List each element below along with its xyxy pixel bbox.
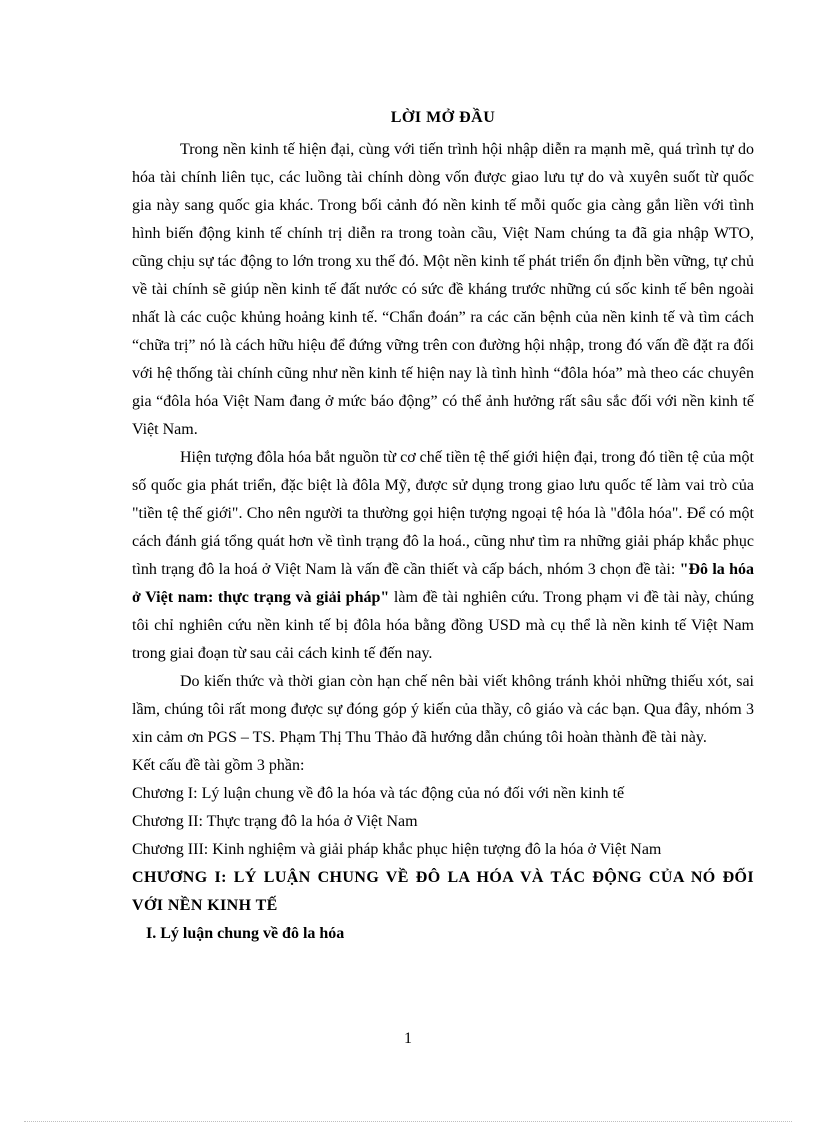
paragraph-acknowledgement: Do kiến thức và thời gian còn hạn chế nên bài viết không tránh khỏi những thiếu xót, sai lầm, chúng tôi rất mong được sự đóng góp ý kiến của thầy, cô giáo và các bạn. Qua đây, nhóm 3 xin cảm ơn PGS – TS. Phạm Thị Thu Thảo đã hướng dẫn chúng tôi hoàn thành đề tài này.	[132, 673, 754, 746]
structure-intro: Kết cấu đề tài gồm 3 phần:	[132, 757, 305, 774]
section-heading: I. Lý luận chung về đô la hóa	[146, 925, 345, 942]
paragraph-dollarization-text-2: làm đề tài nghiên cứu. Trong phạm vi đề tài này, chúng tôi chỉ nghiên cứu nền kinh tế bị đôla hóa bằng đồng USD mà cụ thể là nền kinh tế Việt Nam trong giai đoạn từ sau cải cách kinh tế đến nay.	[132, 589, 755, 662]
chapter-heading: CHƯƠNG I: LÝ LUẬN CHUNG VỀ ĐÔ LA HÓA VÀ TÁC ĐỘNG CỦA NÓ ĐỐI VỚI NỀN KINH TẾ	[132, 869, 754, 914]
topic-title: "Đô la hóa ở Việt nam: thực trạng và giải pháp"	[132, 561, 754, 606]
page-bottom-divider	[24, 1121, 792, 1122]
paragraph-intro: Trong nền kinh tế hiện đại, cùng với tiến trình hội nhập diễn ra mạnh mẽ, quá trình tự do hóa tài chính liên tục, các luồng tài chính dòng vốn được giao lưu tự do và xuyên suốt từ quốc gia này sang quốc gia khác. Trong bối cảnh đó nền kinh tế mỗi quốc gia càng gắn liền với tình hình biến động kinh tế chính trị diễn ra trong toàn cầu, Việt Nam chúng ta đã gia nhập WTO, cũng chịu sự tác động to lớn trong xu thế đó. Một nền kinh tế phát triển ổn định bền vững, tự chủ về tài chính sẽ giúp nền kinh tế đất nước có sức đề kháng trước những cú sốc kinh tế bên ngoài nhất là các cuộc khủng hoảng kinh tế. “Chẩn đoán” ra các căn bệnh của nền kinh tế và tìm cách “chữa trị” nó là cách hữu hiệu để đứng vững trên con đường hội nhập, trong đó vấn đề đặt ra đối với hệ thống tài chính cũng như nền kinh tế hiện nay là tình hình “đôla hóa” mà theo các chuyên gia “đôla hóa Việt Nam đang ở mức báo động” có thể ảnh hưởng rất sâu sắc đối với nền kinh tế Việt Nam.	[132, 141, 754, 438]
document-page	[132, 104, 754, 948]
paragraph-dollarization-text-1: Hiện tượng đôla hóa bắt nguồn từ cơ chế tiền tệ thế giới hiện đại, trong đó tiền tệ của một số quốc gia phát triển, đặc biệt là đôla Mỹ, được sử dụng trong giao lưu quốc tế làm vai trò của "tiền tệ thế giới". Cho nên người ta thường gọi hiện tượng ngoại tệ hóa là "đôla hóa". Để có một cách đánh giá tổng quát hơn về tình trạng đô la hoá., cũng như tìm ra những giải pháp khắc phục tình trạng đô la hoá ở Việt Nam là vấn đề cần thiết và cấp bách, nhóm 3 chọn đề tài:	[132, 449, 754, 578]
paragraph-dollarization	[132, 444, 754, 668]
chapter-list-item-1: Chương I: Lý luận chung về đô la hóa và tác động của nó đối với nền kinh tế	[132, 785, 625, 802]
chapter-list-item-3: Chương III: Kinh nghiệm và giải pháp khắc phục hiện tượng đô la hóa ở Việt Nam	[132, 841, 662, 858]
document-title: LỜI MỞ ĐẦU	[390, 109, 496, 126]
page-number: 1	[404, 1030, 412, 1047]
chapter-list-item-2: Chương II: Thực trạng đô la hóa ở Việt Nam	[132, 813, 418, 830]
